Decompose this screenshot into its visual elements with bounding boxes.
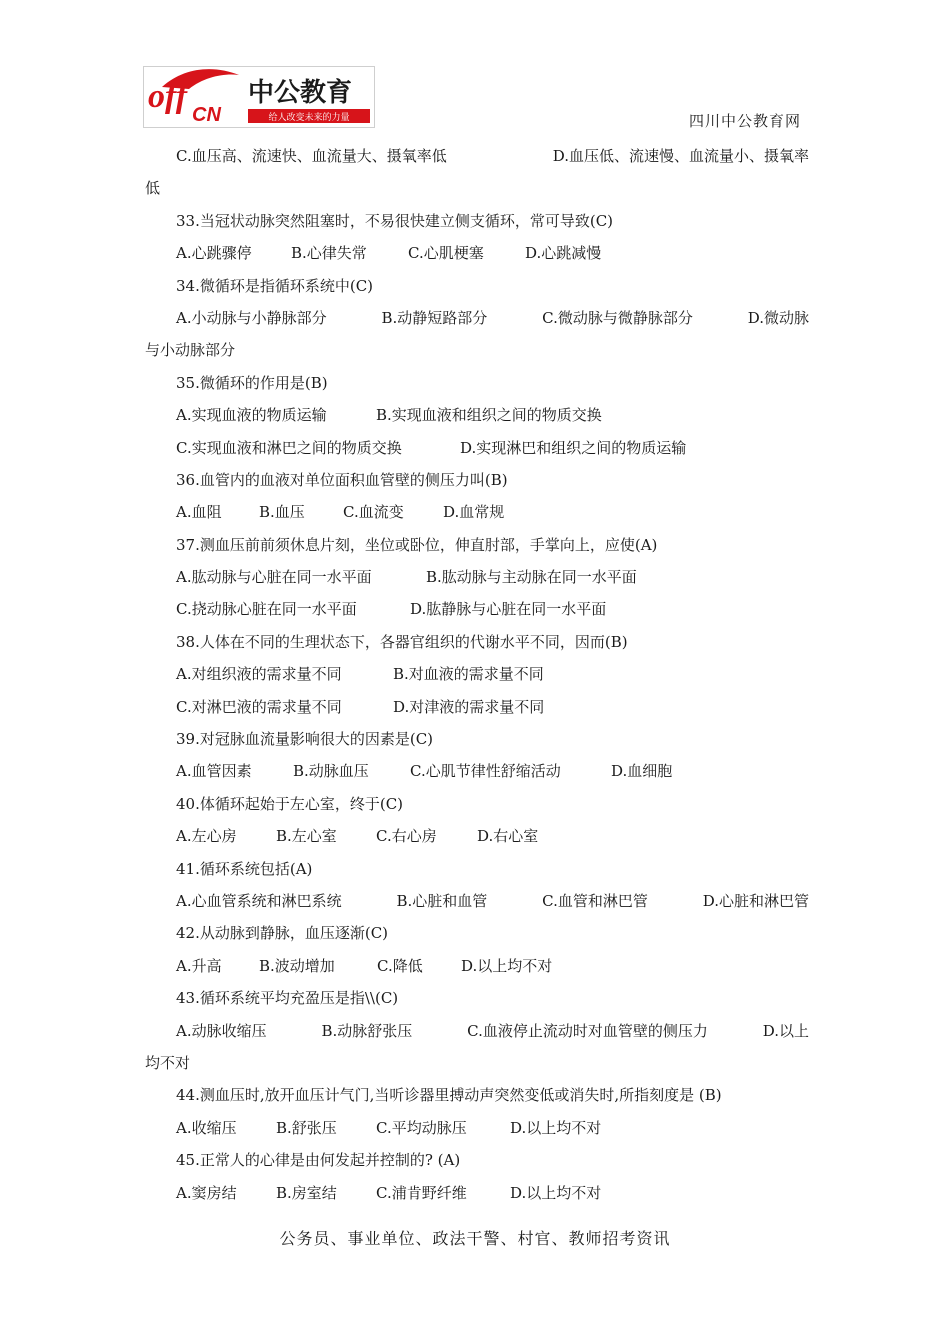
option: C.心肌梗塞: [408, 244, 484, 263]
option: C.血管和淋巴管: [542, 891, 648, 910]
option-row: [145, 496, 809, 528]
option-row: [145, 658, 809, 690]
option: B.动静短路部分: [381, 308, 488, 327]
option: D.心跳减慢: [525, 244, 602, 263]
option: D.血细胞: [611, 762, 673, 781]
option: C.血液停止流动时对血管壁的侧压力: [467, 1021, 708, 1040]
option: D.以上均不对: [510, 1183, 602, 1202]
option: C.降低: [377, 956, 423, 975]
question-35: 35.微循环的作用是(B): [176, 373, 328, 392]
question-36: 36.血管内的血液对单位面积血管壁的侧压力叫(B): [176, 470, 508, 489]
question-44: 44.测血压时,放开血压计气门,当听诊器里搏动声突然变低或消失时,所指刻度是 (B): [176, 1086, 722, 1105]
logo-offcn-bottom: CN: [192, 104, 221, 126]
option: C.浦肯野纤维: [376, 1183, 467, 1202]
question-42: 42.从动脉到静脉，血压逐渐(C): [176, 924, 389, 943]
option: A.血管因素: [176, 762, 252, 781]
option: A.对组织液的需求量不同: [176, 665, 342, 684]
question-34: 34.微循环是指循环系统中(C): [176, 276, 374, 295]
option: C.右心房: [376, 827, 437, 846]
option-row: [145, 820, 809, 852]
offcn-logo-graphic: [144, 67, 374, 127]
option-row: [145, 1112, 809, 1144]
option: B.对血液的需求量不同: [393, 665, 544, 684]
option: B.血压: [259, 503, 305, 522]
option: B.实现血液和组织之间的物质交换: [376, 406, 602, 425]
option: D.以上: [762, 1021, 809, 1040]
page-footer: 公务员、事业单位、政法干警、村官、教师招考资讯: [279, 1229, 671, 1248]
option-row: [145, 691, 809, 723]
option: D.肱静脉与心脏在同一水平面: [410, 600, 607, 619]
question-39: 39.对冠脉血流量影响很大的因素是(C): [176, 730, 434, 749]
option: D.微动脉: [747, 308, 809, 327]
option-row: [145, 885, 809, 917]
option: C.血流变: [343, 503, 404, 522]
option: C.对淋巴液的需求量不同: [176, 697, 342, 716]
option: D.对津液的需求量不同: [393, 697, 545, 716]
option-row: [145, 302, 809, 334]
option-row: [145, 593, 809, 625]
option: A.肱动脉与心脏在同一水平面: [176, 568, 372, 587]
option: A.血阻: [176, 503, 222, 522]
option: C.血压高、流速快、血流量大、摄氧率低: [176, 147, 447, 165]
question-40: 40.体循环起始于左心室，终于(C): [176, 794, 404, 813]
option: D.血压低、流速慢、血流量小、摄氧率: [552, 147, 809, 165]
option: B.肱动脉与主动脉在同一水平面: [426, 568, 637, 587]
option: B.左心室: [276, 827, 337, 846]
option-row: [145, 1177, 809, 1209]
option: A.心跳骤停: [176, 244, 252, 263]
option-row: [145, 950, 809, 982]
option: D.实现淋巴和组织之间的物质运输: [460, 438, 687, 457]
logo-slogan: 给人改变未来的力量: [268, 113, 350, 123]
option: C.平均动脉压: [376, 1118, 467, 1137]
option: A.心血管系统和淋巴系统: [176, 891, 342, 910]
option: B.动脉血压: [293, 762, 369, 781]
option: A.小动脉与小静脉部分: [176, 308, 327, 327]
question-43: 43.循环系统平均充盈压是指\\(C): [176, 989, 399, 1008]
option: A.左心房: [176, 827, 237, 846]
question-37: 37.测血压前前须休息片刻，坐位或卧位，伸直肘部，手掌向上，应使(A): [176, 535, 658, 554]
question-33: 33.当冠状动脉突然阻塞时，不易很快建立侧支循环，常可导致(C): [176, 211, 614, 230]
continuation-line: 与小动脉部分: [145, 341, 236, 360]
option: B.舒张压: [276, 1118, 337, 1137]
option-row: [145, 432, 809, 464]
option: A.升高: [176, 956, 222, 975]
logo-chinese-name: 中公教育: [248, 78, 353, 108]
page-header: [143, 66, 805, 130]
option: C.挠动脉心脏在同一水平面: [176, 600, 357, 619]
option: B.波动增加: [259, 956, 335, 975]
option: D.右心室: [477, 827, 539, 846]
offcn-logo: [143, 66, 375, 128]
continuation-line: 均不对: [145, 1053, 191, 1072]
option-row: [145, 399, 809, 431]
option-row: [145, 1015, 809, 1047]
question-41: 41.循环系统包括(A): [176, 859, 313, 878]
option: B.动脉舒张压: [321, 1021, 413, 1040]
option: D.心脏和淋巴管: [702, 891, 809, 910]
option: A.收缩压: [176, 1118, 237, 1137]
continuation-line: 低: [145, 179, 161, 198]
option-row: [145, 237, 809, 269]
option: D.以上均不对: [461, 956, 553, 975]
site-name: 四川中公教育网: [688, 112, 801, 130]
option: B.心脏和血管: [396, 891, 488, 910]
question-list: [145, 140, 809, 1209]
option: D.血常规: [443, 503, 505, 522]
option: C.心肌节律性舒缩活动: [410, 762, 561, 781]
option-row: [145, 140, 809, 172]
option: D.以上均不对: [510, 1118, 602, 1137]
option: A.窦房结: [176, 1183, 237, 1202]
option: A.实现血液的物质运输: [176, 406, 327, 425]
option: B.房室结: [276, 1183, 337, 1202]
option-row: [145, 755, 809, 787]
question-38: 38.人体在不同的生理状态下，各器官组织的代谢水平不同，因而(B): [176, 632, 628, 651]
option-row: [145, 561, 809, 593]
option: B.心律失常: [291, 244, 367, 263]
logo-offcn-top: off: [148, 78, 188, 115]
option: A.动脉收缩压: [176, 1021, 267, 1040]
option: C.微动脉与微静脉部分: [542, 308, 693, 327]
question-45: 45.正常人的心律是由何发起并控制的? (A): [176, 1151, 461, 1170]
option: C.实现血液和淋巴之间的物质交换: [176, 438, 402, 457]
